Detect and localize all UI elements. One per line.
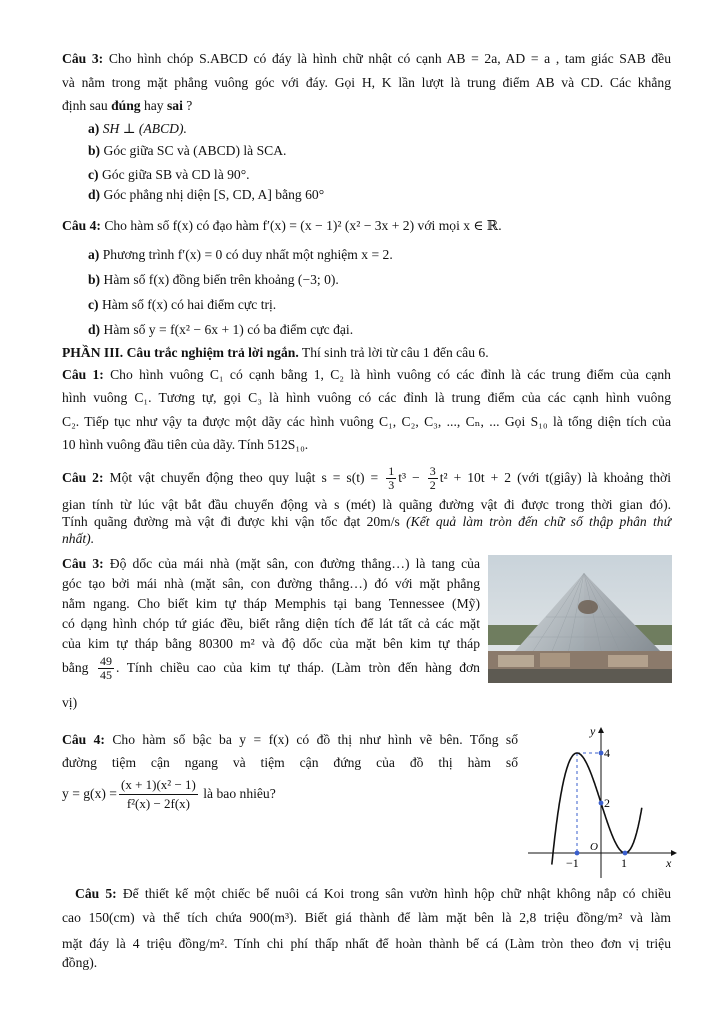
p3-line-6: bằng $\frac{49}{45}$ . Tính chiều cao của kim tự tháp. (Làm tròn đến hàng đơn xyxy=(62,654,480,683)
q4-line-1: Câu 4: Cho hàm số f(x) có đạo hàm f′(x) = (x − 1)² (x² − 3x + 2) với mọi x ∈ ℝ. xyxy=(62,218,502,233)
cubic-graph-svg xyxy=(522,722,682,880)
p3-line-3: nằm ngang. Cho biết kim tự tháp Memphis tại bang Tennessee (Mỹ) xyxy=(62,596,480,611)
p1-line-4: 10 hình vuông đầu tiên của dãy. Tính 512S₁₀. xyxy=(62,437,309,452)
tick-xm1: −1 xyxy=(566,856,579,870)
y-axis-label: y xyxy=(590,724,596,738)
part3-heading: PHẦN III. Câu trắc nghiệm trả lời ngắn. Thí sinh trả lời từ câu 1 đến câu 6. xyxy=(62,345,489,360)
tick-y4: 4 xyxy=(604,746,610,760)
fraction-3-2: $\frac{3}{2}$ xyxy=(429,464,436,493)
q3-option-b: b) Góc giữa SC và (ABCD) là SCA. xyxy=(88,143,287,158)
p5-line-4: đồng). xyxy=(62,955,98,970)
p3-line-1: Câu 3: Độ dốc của mái nhà (mặt sân, con đường thẳng…) là tang của xyxy=(62,556,480,571)
fraction-49-45: $\frac{49}{45}$ xyxy=(100,654,112,683)
tick-x1: 1 xyxy=(621,856,627,870)
p2-line-3: Tính quãng đường mà vật đi được khi vận tốc đạt 20m/s (Kết quả làm tròn đến chữ số thập phân thứ xyxy=(62,514,672,529)
p1-title: Câu 1: xyxy=(62,367,104,382)
p3-title: Câu 3: xyxy=(62,556,104,571)
point-xm1 xyxy=(575,851,580,856)
p4-line-1: Câu 4: Cho hàm số bậc ba y = f(x) có đồ thị như hình vẽ bên. Tổng số xyxy=(62,732,518,747)
q3-line-3: định sau đúng hay sai ? xyxy=(62,98,193,113)
q3-line-1: Câu 3: Cho hình chóp S.ABCD có đáy là hình chữ nhật có cạnh AB = 2a, AD = a , tam giác SAB đều xyxy=(62,51,671,66)
q3-option-c: c) Góc giữa SB và CD là 90°. xyxy=(88,167,250,182)
p2-line-4: nhất). xyxy=(62,531,95,546)
p1-line-1: Câu 1: Cho hình vuông C₁ có cạnh bằng 1, C₂ là hình vuông có các đỉnh là các trung điểm của cạnh xyxy=(62,367,671,382)
fraction-1-3: $\frac{1}{3}$ xyxy=(388,464,395,493)
p3-line-5: của kim tự tháp bằng 80300 m² và độ dốc của mặt bên kim tự tháp xyxy=(62,636,480,651)
q4-title: Câu 4: xyxy=(62,218,101,233)
pyramid-photo xyxy=(488,555,672,683)
x-axis-label: x xyxy=(666,856,672,870)
q3-option-a: a) SH ⊥ (ABCD). xyxy=(88,121,187,136)
p2-title: Câu 2: xyxy=(62,470,104,485)
tick-y2: 2 xyxy=(604,796,610,810)
p5-title: Câu 5: xyxy=(75,886,117,901)
q3-title: Câu 3: xyxy=(62,51,104,66)
point-y-intercept xyxy=(599,801,604,806)
p1-line-3: C₂. Tiếp tục như vậy ta được một dãy các hình vuông C₁, C₂, C₃, ..., Cₙ, ... Gọi S₁₀ là tổng diện tích của xyxy=(62,414,671,429)
p2-line-2: gian tính từ lúc vật bắt đầu chuyển động và s (mét) là quãng đường vật đi được trong thời gian đó). xyxy=(62,497,671,512)
pyramid-illustration xyxy=(488,555,672,683)
g-fraction: $\frac{\text{(x + 1)(x² − 1)}}{\text{f²(x) − 2f(x)}}$ xyxy=(120,777,196,812)
p3-line-7: vị) xyxy=(62,695,78,710)
q4-option-c: c) Hàm số f(x) có hai điểm cực trị. xyxy=(88,297,277,312)
p2-line-1: Câu 2: Một vật chuyển động theo quy luật s = s(t) = $\frac{1}{3}$ t³ − $\frac{3}{2}$ t² + 10t + 2 (với t(giây) là khoảng thời xyxy=(62,464,672,493)
p4-title: Câu 4: xyxy=(62,732,105,747)
p5-line-3: mặt đáy là 4 triệu đồng/m². Tính chi phí thấp nhất để hoàn thành bể cá (Làm tròn theo đơn vị triệu xyxy=(62,936,671,951)
q3-option-d: d) Góc phẳng nhị diện [S, CD, A] bằng 60° xyxy=(88,187,325,202)
origin-label: O xyxy=(590,841,598,853)
p5-line-2: cao 150(cm) và thể tích chứa 900(m³). Biết giá thành để làm mặt bên là 2,8 triệu đồng/m² và làm xyxy=(62,910,671,925)
p5-line-1: Câu 5: Để thiết kế một chiếc bể nuôi cá Koi trong sân vườn hình hộp chữ nhật không nắp có chiều xyxy=(75,886,671,901)
p4-formula: y = g(x) = $\frac{\text{(x + 1)(x² − 1)}}{\text{f²(x) − 2f(x)}}$ là bao nhiêu? xyxy=(62,777,276,812)
p1-line-2: hình vuông C₁. Tương tự, gọi C₃ là hình vuông có các đỉnh là trung điểm của các cạnh hình vuông xyxy=(62,390,671,405)
point-y4 xyxy=(599,751,604,756)
p3-line-2: góc tạo bởi mái nhà (mặt sân, con đường thẳng…) đó với mặt phẳng xyxy=(62,576,480,591)
p4-line-2: đường tiệm cận ngang và tiệm cận đứng của đồ thị hàm số xyxy=(62,755,518,770)
q4-option-a: a) Phương trình f′(x) = 0 có duy nhất một nghiệm x = 2. xyxy=(88,247,393,262)
q4-option-d: d) Hàm số y = f(x² − 6x + 1) có ba điểm cực đại. xyxy=(88,322,354,337)
point-x1 xyxy=(623,851,628,856)
cubic-graph xyxy=(522,722,682,880)
q3-line-2: và nằm trong mặt phẳng vuông góc với đáy. Gọi H, K lần lượt là trung điểm AB và CD. Các khẳng xyxy=(62,75,671,90)
q4-option-b: b) Hàm số f(x) đồng biến trên khoảng (−3; 0). xyxy=(88,272,339,287)
p3-line-4: có dạng hình chóp tứ giác đều, biết rằng diện tích để lát tất cả các mặt xyxy=(62,616,480,631)
